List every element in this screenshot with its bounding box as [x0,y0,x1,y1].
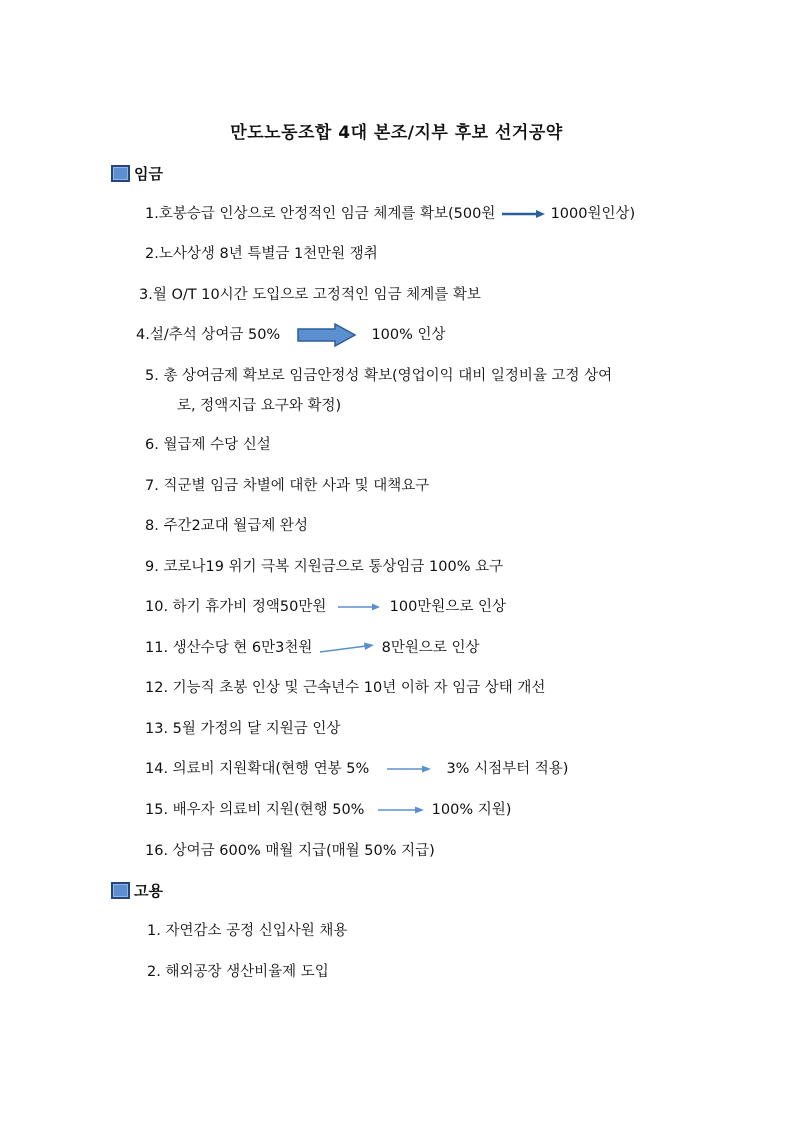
wage-item-11-result: 8만원으로 인상 [381,640,480,656]
wage-item-5: 5. 총 상여금제 확보로 임금안정성 확보(영업이익 대비 일정비율 고정 상여 [145,368,613,384]
section-employment-heading [111,880,163,901]
wage-item-15-text: 15. 배우자 의료비 지원(현행 50% [145,802,365,818]
arrow-right-icon [500,209,546,219]
employment-item-1: 1. 자연감소 공정 신입사원 채용 [147,923,348,939]
wage-item-12: 12. 기능직 초봉 인상 및 근속년수 10년 이하 자 임금 상태 개선 [145,680,546,696]
wage-item-4-text: 4.설/추석 상여금 50% [136,327,281,343]
wage-item-11-text: 11. 생산수당 현 6만3천원 [145,640,313,656]
wage-item-15 [145,799,511,821]
wage-item-8: 8. 주간2교대 월급제 완성 [145,518,308,534]
wage-item-14 [145,758,568,780]
wage-item-1 [145,203,635,225]
arrow-right-icon [377,805,425,815]
wage-item-7: 7. 직군별 임금 차별에 대한 사과 및 대책요구 [145,478,430,494]
wage-item-10-result: 100만원으로 인상 [389,599,506,615]
wage-item-4-result: 100% 인상 [371,327,446,343]
wage-item-4 [136,323,446,347]
section-wage-label: 임금 [134,165,163,183]
block-arrow-right-icon [297,323,357,347]
wage-item-10 [145,596,506,618]
wage-item-1-result: 1000원인상) [550,206,636,222]
wage-item-3: 3.월 O/T 10시간 도입으로 고정적인 임금 체계를 확보 [139,287,481,303]
wage-item-10-text: 10. 하기 휴가비 정액50만원 [145,599,327,615]
blue-square-bullet-icon [111,882,130,899]
wage-item-9: 9. 코로나19 위기 극복 지원금으로 통상임금 100% 요구 [145,559,504,575]
wage-item-6: 6. 월급제 수당 신설 [145,437,271,453]
employment-item-2: 2. 해외공장 생산비율제 도입 [147,964,329,980]
wage-item-14-text: 14. 의료비 지원확대(현행 연봉 5% [145,761,370,777]
arrow-right-icon [386,764,432,774]
arrow-right-icon [337,602,381,612]
section-wage-heading [111,163,163,184]
wage-item-2: 2.노사상생 8년 특별금 1천만원 쟁취 [145,246,378,262]
section-employment-label: 고용 [134,882,163,900]
wage-item-5-continued: 로, 정액지급 요구와 확정) [177,398,342,414]
wage-item-11 [145,637,480,659]
wage-item-14-result: 3% 시점부터 적용) [446,761,569,777]
document-title: 만도노동조합 4대 본조/지부 후보 선거공약 [230,123,563,143]
wage-item-1-text: 1.호봉승급 인상으로 안정적인 임금 체계를 확보(500원 [145,206,496,222]
wage-item-13: 13. 5월 가정의 달 지원금 인상 [145,721,341,737]
wage-item-16: 16. 상여금 600% 매월 지급(매월 50% 지급) [145,843,435,859]
wage-item-15-result: 100% 지원) [431,802,512,818]
blue-square-bullet-icon [111,165,130,182]
arrow-right-icon [319,641,375,655]
